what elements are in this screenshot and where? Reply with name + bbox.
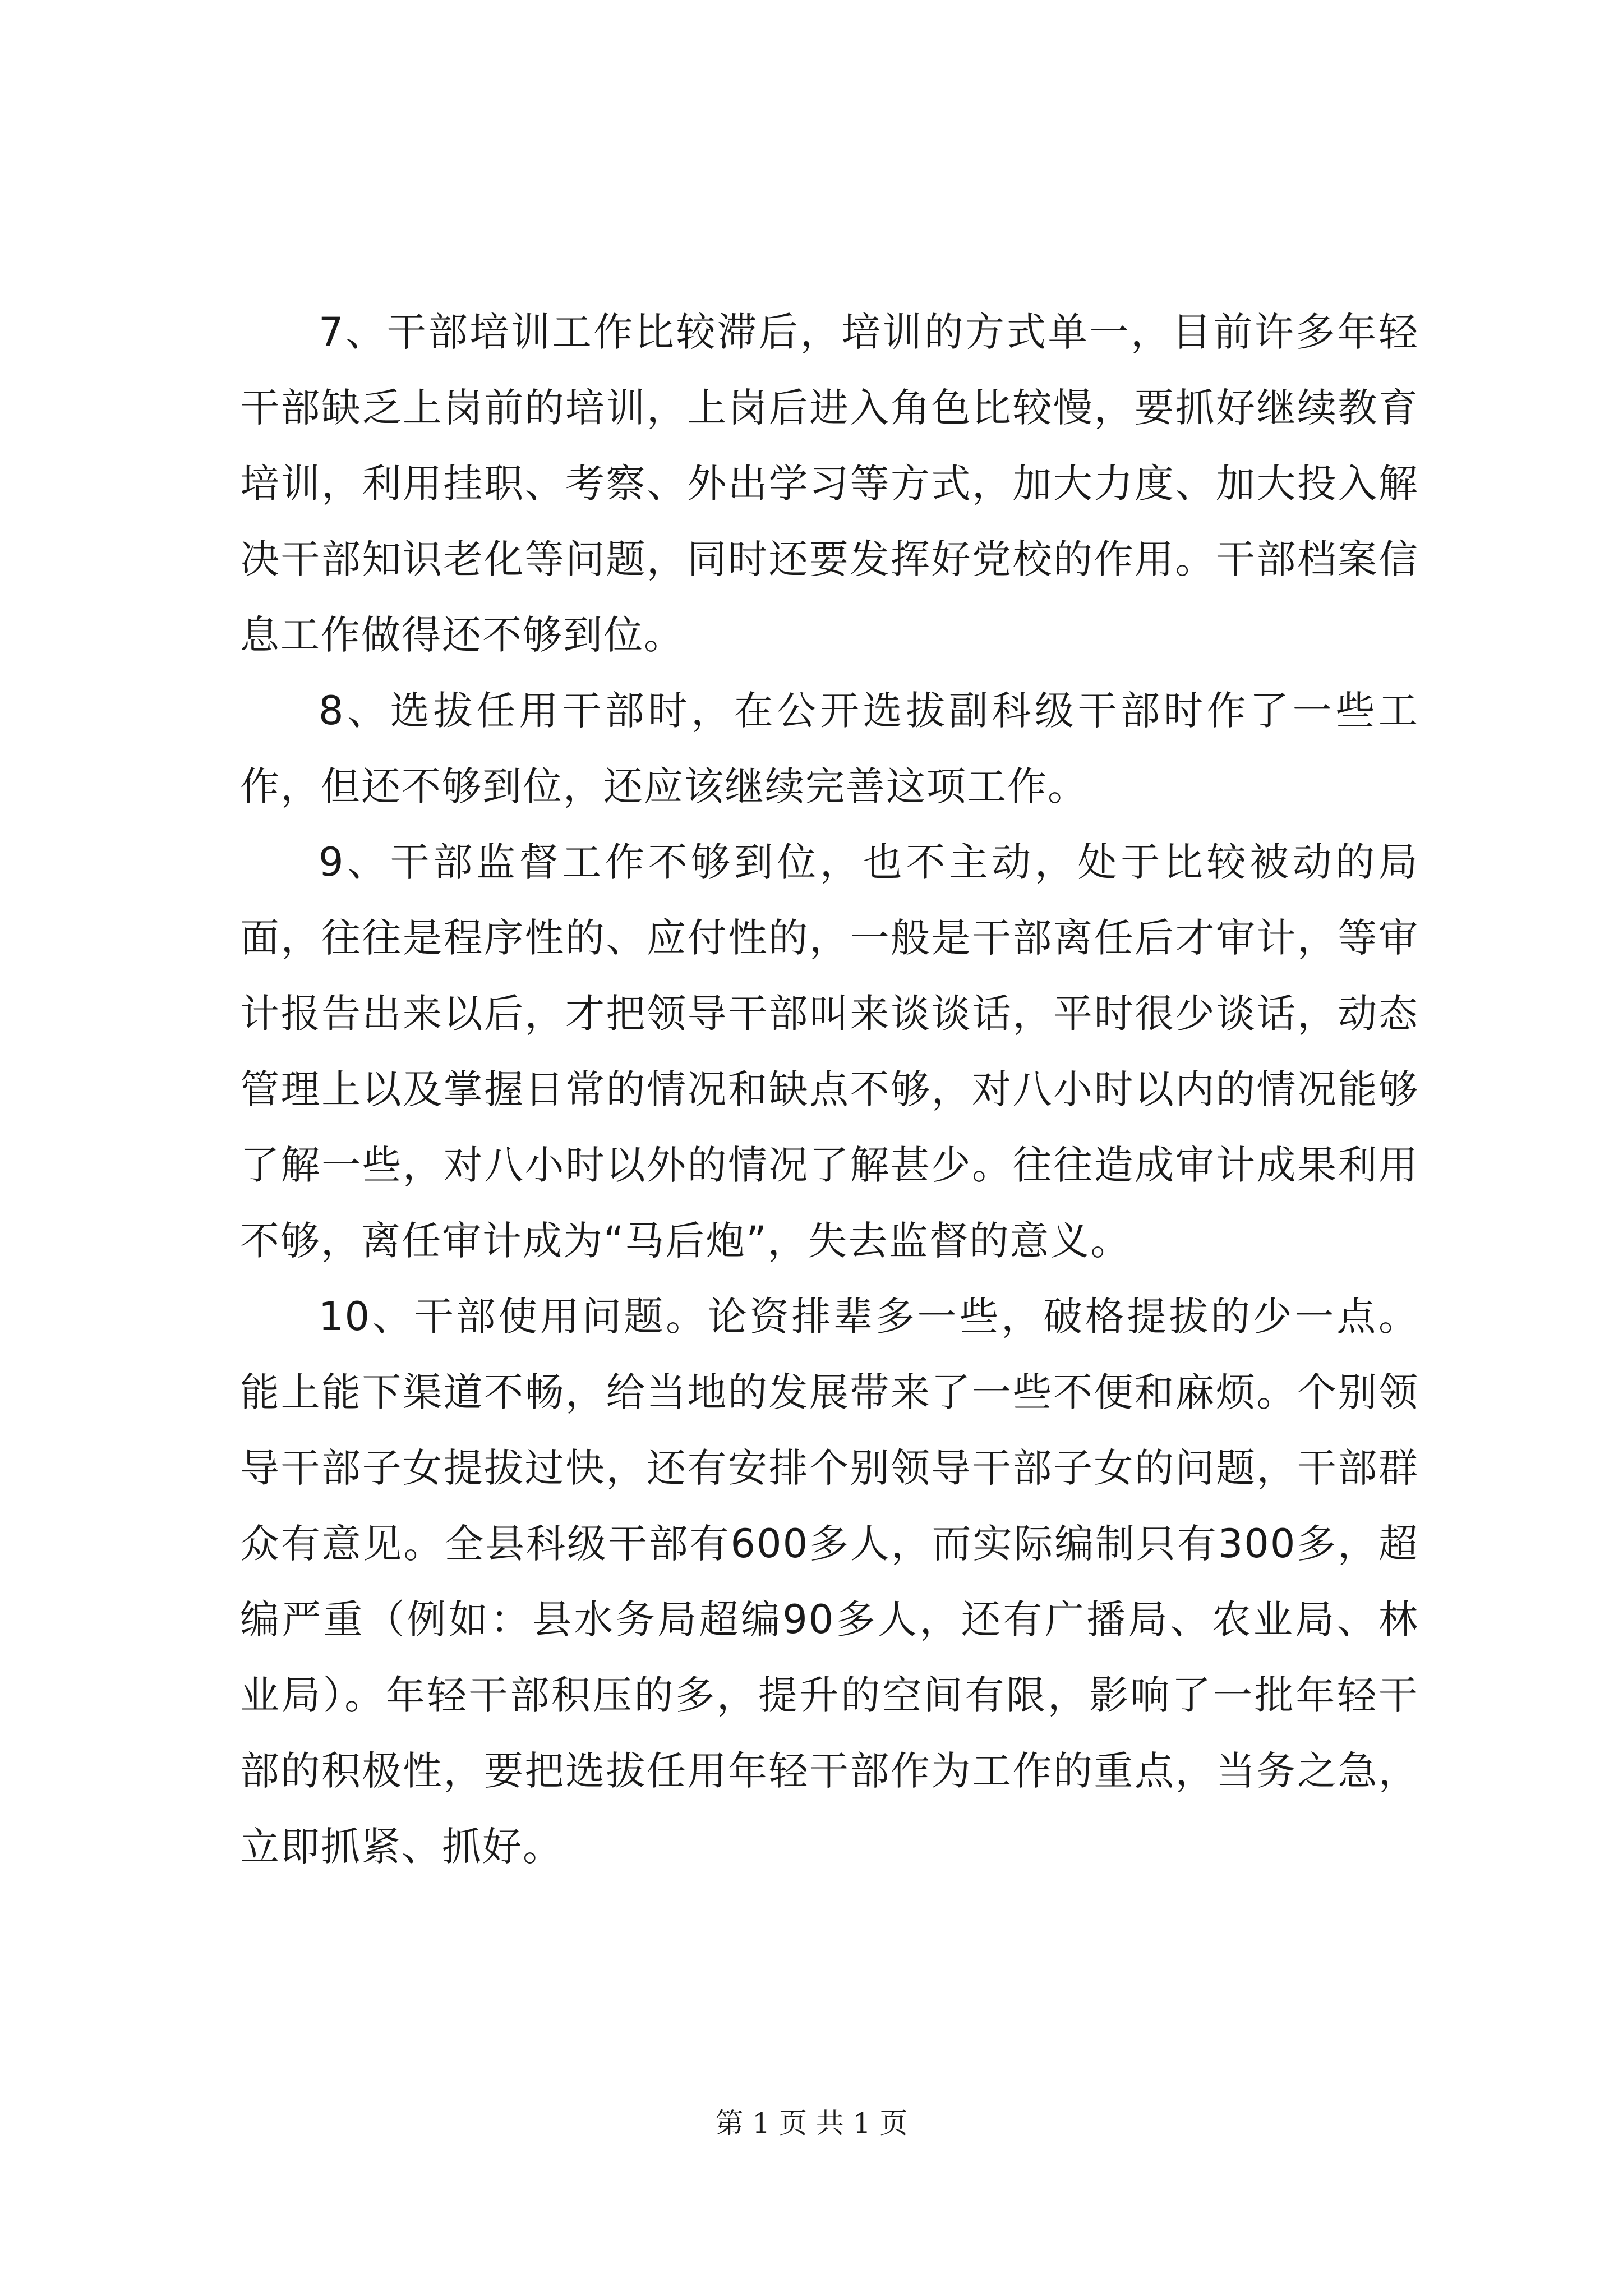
paragraph-8: 8、选拔任用干部时，在公开选拔副科级干部时作了一些工作，但还不够到位，还应该继续完善这项工作。 [240,688,1419,809]
document-body [240,295,1419,1885]
paragraph-9: 9、干部监督工作不够到位，也不主动，处于比较被动的局面，往往是程序性的、应付性的，一般是干部离任后才审计，等审计报告出来以后，才把领导干部叫来谈谈话，平时很少谈话，动态管理上以及掌握日常的情况和缺点不够，对八小时以内的情况能够了解一些，对八小时以外的情况了解甚少。往往造成审计成果利用不够，离任审计成为“马后炮”，失去监督的意义。 [240,839,1419,1264]
paragraph-7: 7、干部培训工作比较滞后，培训的方式单一，目前许多年轻干部缺乏上岗前的培训，上岗后进入角色比较慢，要抓好继续教育培训，利用挂职、考察、外出学习等方式，加大力度、加大投入解决干部知识老化等问题，同时还要发挥好党校的作用。干部档案信息工作做得还不够到位。 [240,309,1419,658]
page-footer: 第 1 页 共 1 页 [715,2107,908,2139]
paragraph-10: 10、干部使用问题。论资排辈多一些，破格提拔的少一点。能上能下渠道不畅，给当地的发展带来了一些不便和麻烦。个别领导干部子女提拔过快，还有安排个别领导干部子女的问题，干部群众有意见。全县科级干部有600多人，而实际编制只有300多，超编严重（例如：县水务局超编90多人，还有广播局、农业局、林业局）。年轻干部积压的多，提升的空间有限，影响了一批年轻干部的积极性，要把选拔任用年轻干部作为工作的重点，当务之急，立即抓紧、抓好。 [240,1294,1419,1870]
